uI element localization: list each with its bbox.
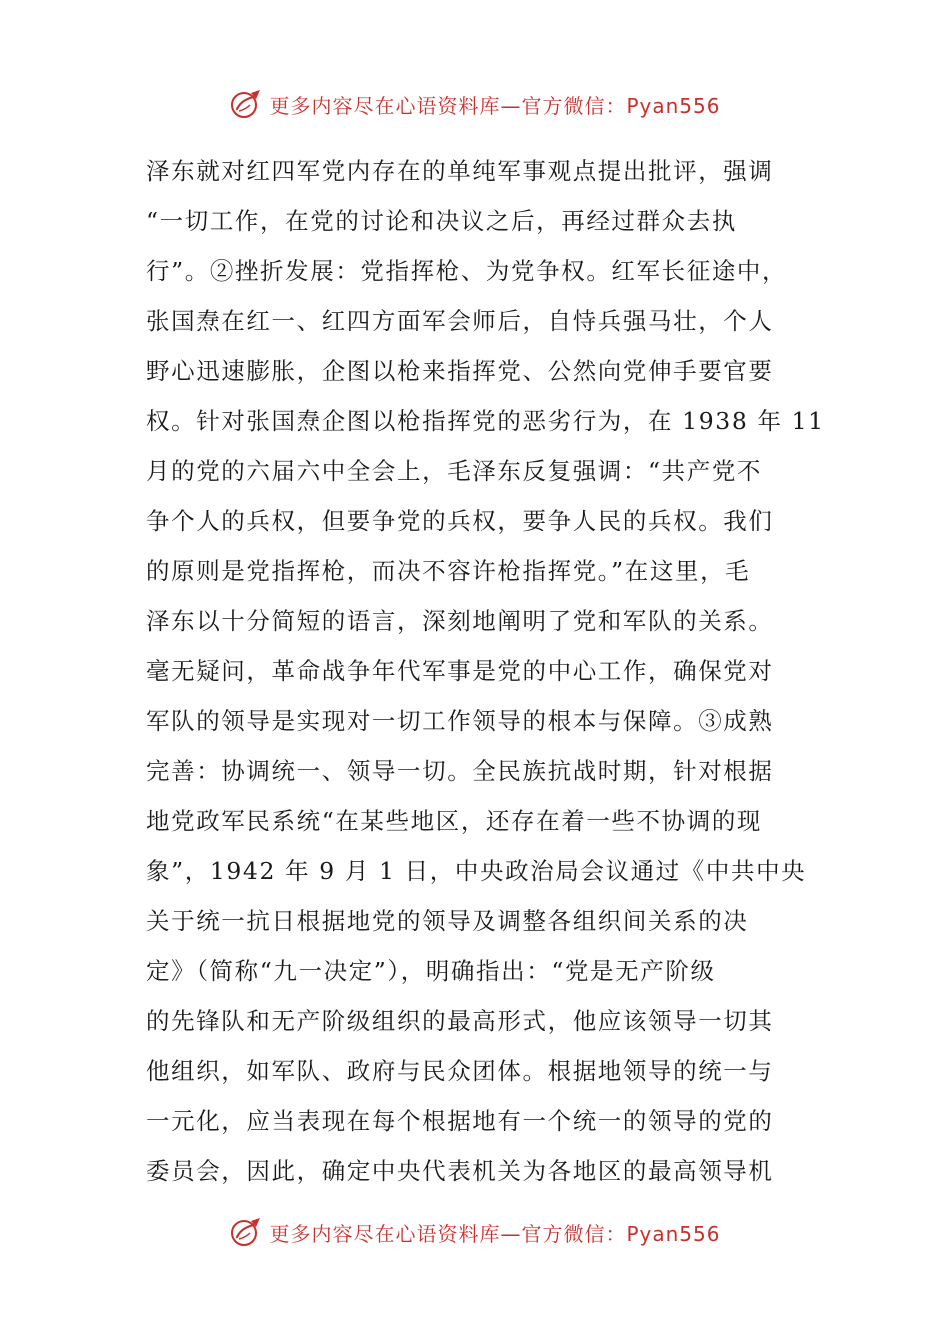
body-line: 委员会，因此，确定中央代表机关为各地区的最高领导机 [146,1157,774,1185]
document-body [146,146,825,1196]
pen-logo-icon [229,87,263,121]
body-line: 军队的领导是实现对一切工作领导的根本与保障。③成熟 [146,707,774,735]
watermark-text: 更多内容尽在心语资料库—官方微信：Pyan556 [269,1221,721,1246]
body-line: 地党政军民系统“在某些地区，还存在着一些不协调的现 [146,807,763,835]
watermark-text: 更多内容尽在心语资料库—官方微信：Pyan556 [269,93,721,118]
footer-watermark [0,1212,950,1252]
body-line: 一元化，应当表现在每个根据地有一个统一的领导的党的 [146,1107,774,1135]
body-line: 月的党的六届六中全会上，毛泽东反复强调：“共产党不 [146,457,763,485]
body-line: 的先锋队和无产阶级组织的最高形式，他应该领导一切其 [146,1007,774,1035]
body-line: 毫无疑问，革命战争年代军事是党的中心工作，确保党对 [146,657,774,685]
pen-logo-icon [229,1215,263,1249]
body-line: 关于统一抗日根据地党的领导及调整各组织间关系的决 [146,907,749,935]
body-line: 争个人的兵权，但要争党的兵权，要争人民的兵权。我们 [146,507,774,535]
body-line: 他组织，如军队、政府与民众团体。根据地领导的统一与 [146,1057,774,1085]
body-line: 完善：协调统一、领导一切。全民族抗战时期，针对根据 [146,757,774,785]
body-line: 象”，1942 年 9 月 1 日，中央政治局会议通过《中共中央 [146,857,807,885]
body-line: 权。针对张国焘企图以枪指挥党的恶劣行为，在 1938 年 11 [146,407,825,435]
header-watermark [0,84,950,124]
body-line: 张国焘在红一、红四方面军会师后，自恃兵强马壮，个人 [146,307,774,335]
body-line: “一切工作，在党的讨论和决议之后，再经过群众去执 [146,207,737,235]
body-line: 野心迅速膨胀，企图以枪来指挥党、公然向党伸手要官要 [146,357,774,385]
body-line: 泽东以十分简短的语言，深刻地阐明了党和军队的关系。 [146,607,774,635]
body-line: 行”。②挫折发展：党指挥枪、为党争权。红军长征途中， [146,257,788,285]
body-line: 泽东就对红四军党内存在的单纯军事观点提出批评，强调 [146,157,774,185]
body-line: 定》（简称“九一决定”），明确指出：“党是无产阶级 [146,957,716,985]
body-line: 的原则是党指挥枪，而决不容许枪指挥党。”在这里，毛 [146,557,751,585]
